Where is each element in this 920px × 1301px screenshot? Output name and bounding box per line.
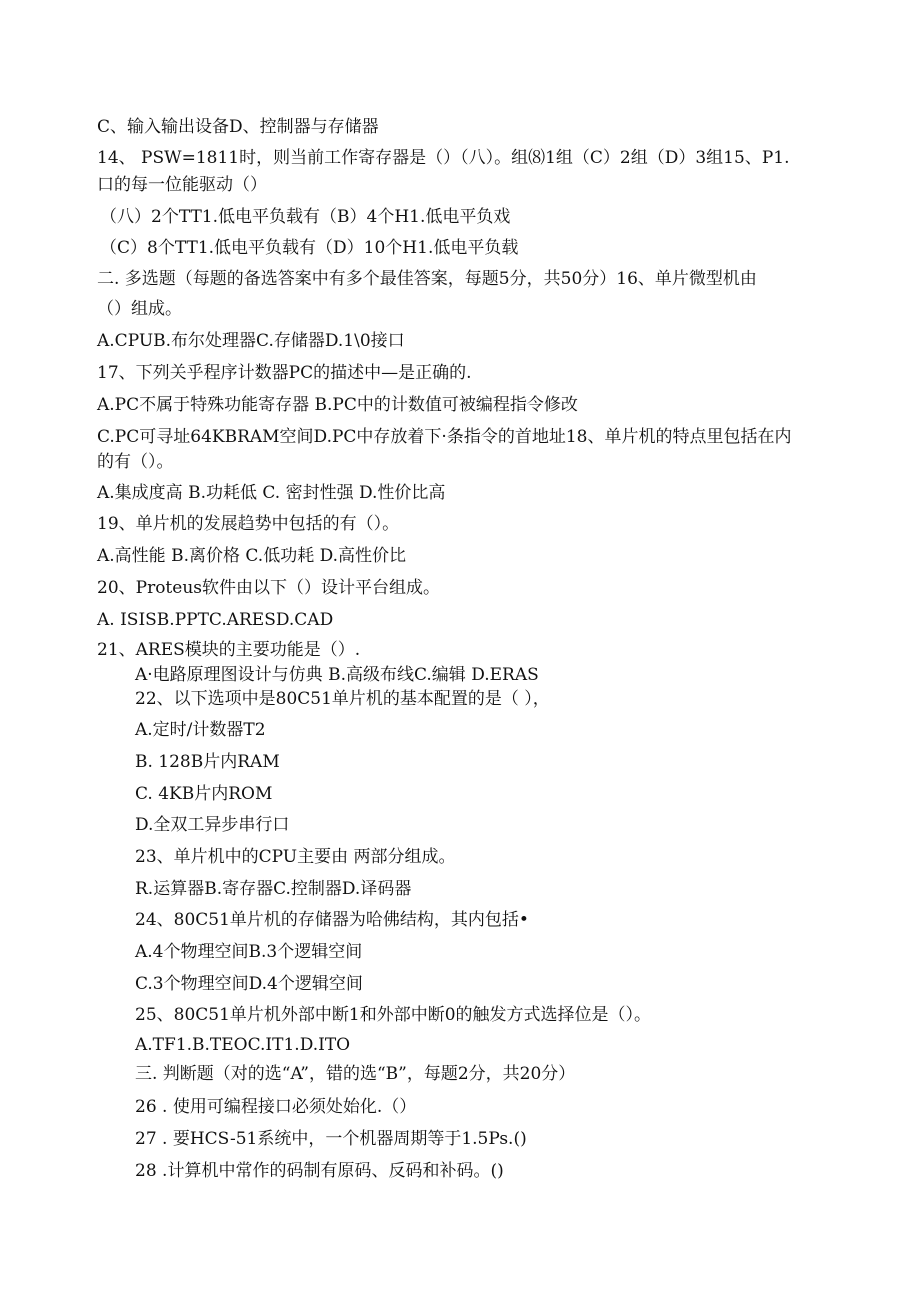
question-18-options: A.集成度高 B.功耗低 C. 密封性强 D.性价比高 <box>97 483 446 503</box>
question-18-stem-end: 的有（）。 <box>97 452 174 472</box>
question-15-options-ab: （八）2个TT1.低电平负载有（B）4个H1.低电平负戏 <box>100 207 511 227</box>
question-22-option-d: D.全双工异步串行口 <box>135 815 290 835</box>
question-25: 25、80C51单片机外部中断1和外部中断0的触发方式选择位是（）。 <box>135 1005 652 1025</box>
question-15-stem: 口的每一位能驱动（） <box>97 175 267 195</box>
question-24-options-cd: C.3个物理空间D.4个逻辑空间 <box>135 974 363 994</box>
section-3-heading: 三. 判断题（对的选“A”，错的选“B”，每题2分，共20分） <box>135 1064 576 1084</box>
question-15-options-cd: （C）8个TT1.低电平负载有（D）10个H1.低电平负载 <box>100 238 519 258</box>
question-17-options-ab: A.PC不属于特殊功能寄存器 B.PC中的计数值可被编程指令修改 <box>97 395 578 415</box>
question-23: 23、单片机中的CPU主要由 两部分组成。 <box>135 847 456 867</box>
question-16-options: A.CPUB.布尔处理器C.存储器D.1\0接口 <box>97 331 405 351</box>
section-2-heading: 二. 多选题（每题的备选答案中有多个最佳答案，每题5分，共50分）16、单片微型机由 <box>97 269 757 289</box>
question-28: 28 .计算机中常作的码制有原码、反码和补码。() <box>135 1161 504 1181</box>
question-21: 21、ARES模块的主要功能是（）. <box>97 640 361 660</box>
question-17-options-cd: C.PC可寻址64KBRAM空间D.PC中存放着下·条指令的首地址18、单片机的特点里包括在内 <box>97 427 792 447</box>
question-21-options: A·电路原理图设计与仿典 B.高级布线C.编辑 D.ERAS <box>135 665 539 685</box>
question-22-option-b: B. 128B片内RAM <box>135 752 280 772</box>
question-22-option-c: C. 4KB片内ROM <box>135 784 273 804</box>
question-26: 26 . 使用可编程接口必须处始化.（） <box>135 1097 417 1117</box>
question-22-option-a: A.定时/计数器T2 <box>135 720 266 740</box>
question-22: 22、以下选项中是80C51单片机的基本配置的是（ ）， <box>135 689 550 709</box>
question-27: 27 . 要HCS-51系统中，一个机器周期等于1.5Ps.() <box>135 1129 527 1149</box>
question-20: 20、Proteus软件由以下（）设计平台组成。 <box>97 578 440 598</box>
question-24: 24、80C51单片机的存储器为哈佛结构，其内包括• <box>135 910 529 930</box>
question-14: 14、 PSW=1811时，则当前工作寄存器是（）（八）。组⑻1组（C）2组（D）3组15、P1. <box>97 148 790 168</box>
question-23-options: R.运算器B.寄存器C.控制器D.译码器 <box>135 879 412 899</box>
question-16-stem-end: （）组成。 <box>97 299 182 319</box>
question-24-options-ab: A.4个物理空间B.3个逻辑空间 <box>135 942 363 962</box>
question-19: 19、单片机的发展趋势中包括的有（）。 <box>97 514 400 534</box>
question-25-options: A.TF1.B.TEOC.IT1.D.ITO <box>135 1035 351 1055</box>
question-20-options: A. ISISB.PPTC.ARESD.CAD <box>97 610 334 630</box>
question-13-options-cd: C、输入输出设备D、控制器与存储器 <box>97 117 379 137</box>
question-17: 17、下列关乎程序计数器PC的描述中—是正确的. <box>97 363 472 383</box>
question-19-options: A.高性能 B.离价格 C.低功耗 D.高性价比 <box>97 546 407 566</box>
